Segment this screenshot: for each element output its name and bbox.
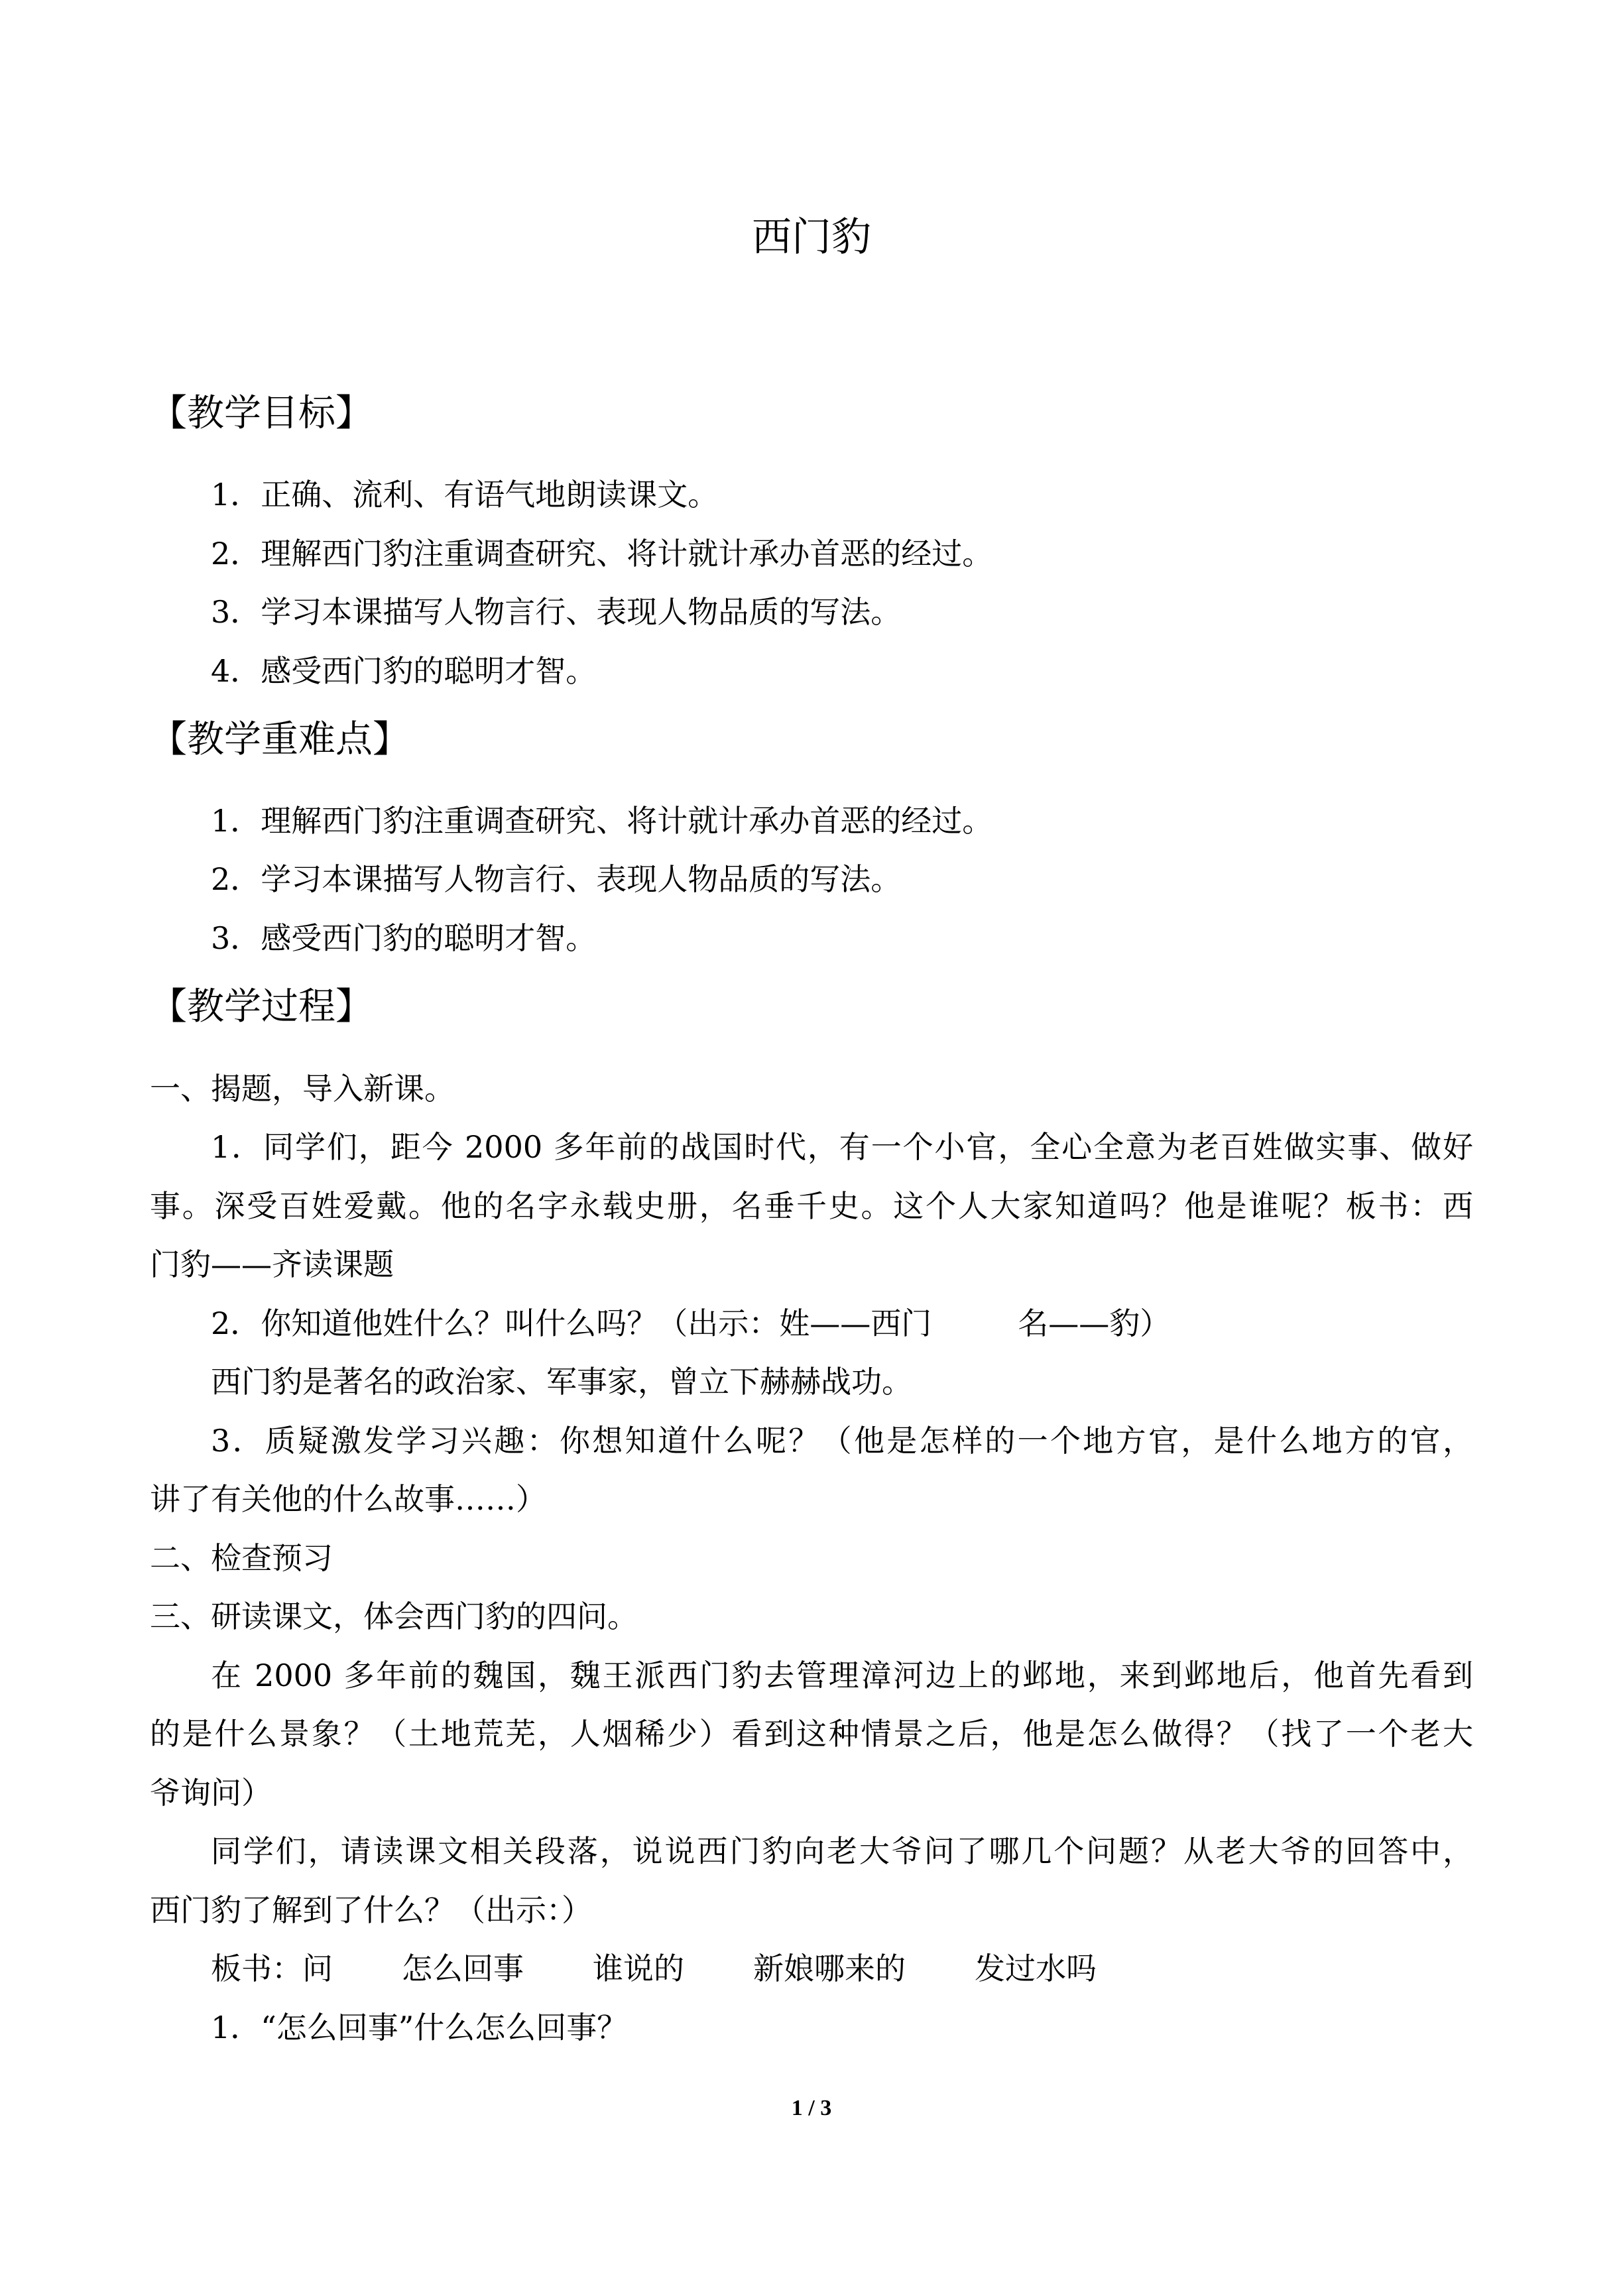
process-paragraph-line (211, 1302, 1170, 1345)
process-paragraph-line: 同学们，请读课文相关段落，说说西门豹向老大爷问了哪几个问题？从老大爷的回答中， (211, 1833, 1473, 1869)
question-surname: 2．你知道他姓什么？叫什么吗？（出示：姓——西门 (211, 1305, 932, 1341)
process-step-heading: 三、研读课文，体会西门豹的四问。 (150, 1599, 638, 1634)
section-heading-key-points: 【教学重难点】 (150, 718, 410, 761)
blackboard-question: 怎么回事 (402, 1951, 524, 1986)
blackboard-question: 新娘哪来的 (753, 1951, 906, 1986)
goal-item: 4．感受西门豹的聪明才智。 (211, 653, 597, 689)
blackboard-line (211, 1947, 1097, 1990)
section-heading-goals: 【教学目标】 (150, 392, 373, 435)
process-paragraph-line: 门豹——齐读课题 (150, 1246, 394, 1282)
key-point-item: 1．理解西门豹注重调查研究、将计就计承办首恶的经过。 (211, 803, 993, 839)
blackboard-question: 谁说的 (593, 1951, 684, 1986)
key-point-item: 3．感受西门豹的聪明才智。 (211, 920, 597, 956)
process-paragraph-line: 1．“怎么回事”什么怎么回事？ (211, 2010, 628, 2045)
blackboard-label: 板书：问 (211, 1951, 333, 1986)
page-title: 西门豹 (752, 214, 871, 261)
goal-item: 2．理解西门豹注重调查研究、将计就计承办首恶的经过。 (211, 536, 993, 572)
process-paragraph-line: 1．同学们，距今 2000 多年前的战国时代，有一个小官，全心全意为老百姓做实事、做好 (211, 1129, 1473, 1165)
goal-item: 1．正确、流利、有语气地朗读课文。 (211, 477, 719, 513)
process-paragraph-line: 的是什么景象？（土地荒芜，人烟稀少）看到这种情景之后，他是怎么做得？（找了一个老大 (150, 1716, 1473, 1752)
section-heading-process: 【教学过程】 (150, 985, 373, 1028)
process-paragraph-line: 讲了有关他的什么故事……） (150, 1481, 546, 1517)
process-step-heading: 二、检查预习 (150, 1540, 333, 1576)
goal-item: 3．学习本课描写人物言行、表现人物品质的写法。 (211, 594, 902, 630)
process-paragraph-line: 西门豹是著名的政治家、军事家，曾立下赫赫战功。 (211, 1364, 912, 1400)
process-paragraph-line: 爷询问） (150, 1775, 272, 1811)
process-paragraph-line: 事。深受百姓爱戴。他的名字永载史册，名垂千史。这个人大家知道吗？他是谁呢？板书：西 (150, 1188, 1473, 1224)
page-number: 1 / 3 (791, 2096, 832, 2120)
process-paragraph-line: 3．质疑激发学习兴趣：你想知道什么呢？（他是怎样的一个地方官，是什么地方的官， (211, 1423, 1473, 1459)
key-point-item: 2．学习本课描写人物言行、表现人物品质的写法。 (211, 861, 902, 897)
question-given-name: 名——豹） (1018, 1305, 1171, 1341)
process-step-heading: 一、揭题，导入新课。 (150, 1071, 455, 1107)
blackboard-question: 发过水吗 (975, 1951, 1097, 1986)
process-paragraph-line: 在 2000 多年前的魏国，魏王派西门豹去管理漳河边上的邺地，来到邺地后，他首先看到 (211, 1658, 1473, 1693)
process-paragraph-line: 西门豹了解到了什么？（出示：） (150, 1892, 592, 1928)
